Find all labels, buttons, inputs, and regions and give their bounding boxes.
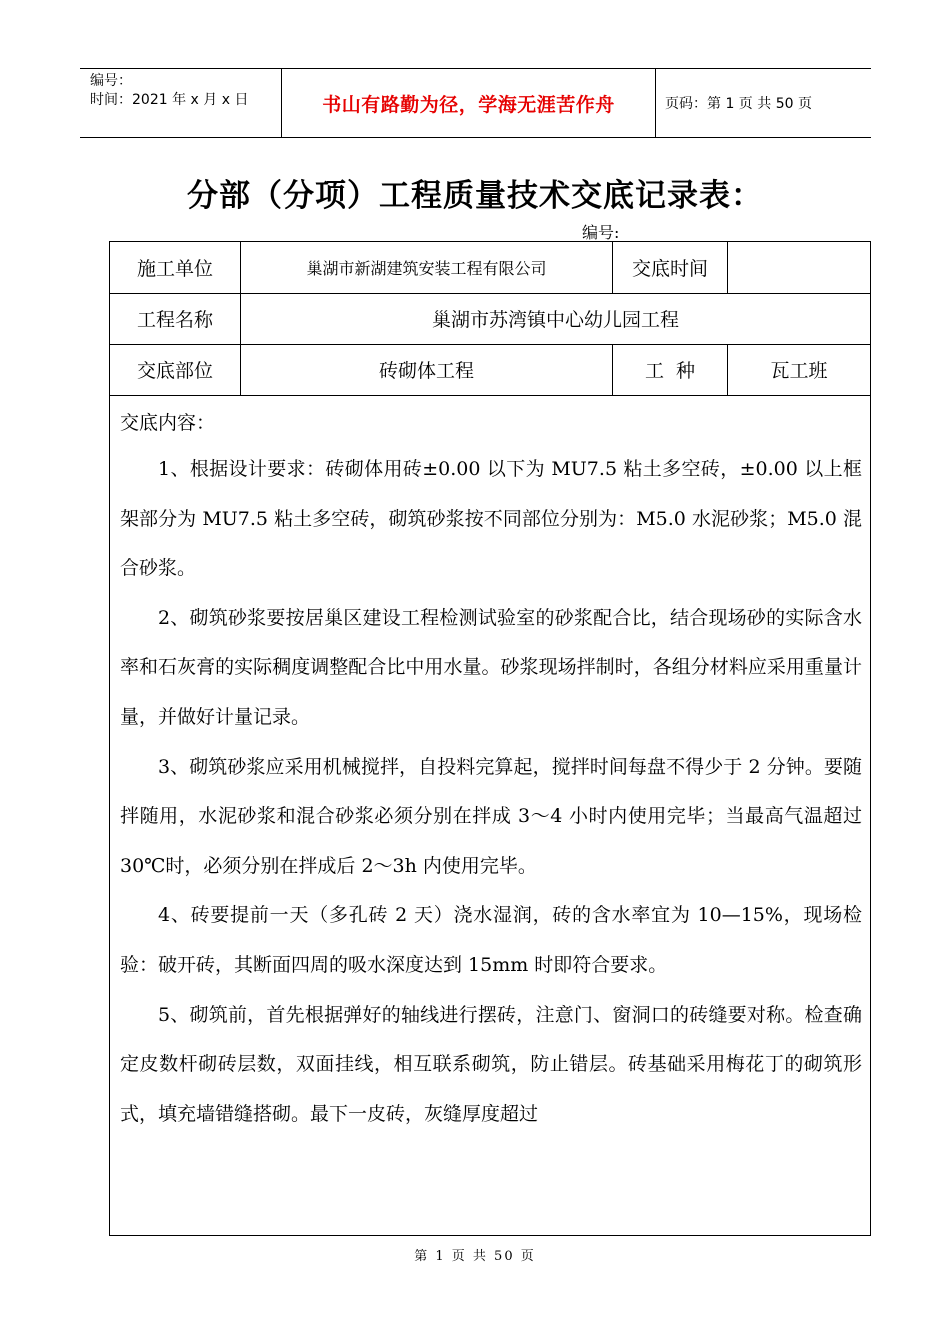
content-paragraph-5: 5、砌筑前，首先根据弹好的轴线进行摆砖，注意门、窗洞口的砖缝要对称。检查确定皮数杆砌砖层数，双面挂线，相互联系砌筑，防止错层。砖基础采用梅花丁的砌筑形式，填充墙错缝搭砌。最下一皮砖，灰缝厚度超过 bbox=[120, 1003, 862, 1125]
part-value: 砖砌体工程 bbox=[240, 344, 612, 395]
serial-label: 编号： bbox=[90, 73, 132, 89]
trade-label: 工 种 bbox=[612, 344, 727, 395]
unit-value: 巢湖市新湖建筑安装工程有限公司 bbox=[240, 242, 612, 293]
content-paragraph-3: 3、砌筑砂浆应采用机械搅拌，自投料完算起，搅拌时间每盘不得少于 2 分钟。要随拌随用，水泥砂浆和混合砂浆必须分别在拌成 3～4 小时内使用完毕；当最高气温超过 30℃时，必须分别在拌成后 2～3h 内使用完毕。 bbox=[120, 755, 862, 877]
header-motto: 书山有路勤为径，学海无涯苦作舟 bbox=[282, 69, 656, 137]
serial-number-label: 编号: bbox=[582, 223, 620, 242]
page-footer: 第 1 页 共 50 页 bbox=[414, 1249, 536, 1264]
part-label: 交底部位 bbox=[136, 360, 213, 382]
content-paragraph-2: 2、砌筑砂浆要按居巢区建设工程检测试验室的砂浆配合比，结合现场砂的实际含水率和石灰膏的实际稠度调整配合比中用水量。砂浆现场拌制时，各组分材料应采用重量计量，并做好计量记录。 bbox=[120, 606, 862, 728]
form-row-project bbox=[110, 293, 870, 345]
form-row-part bbox=[110, 344, 870, 396]
header-page-info: 页码：第 1 页 共 50 页 bbox=[665, 96, 812, 112]
time-label: 交底时间 bbox=[612, 242, 727, 293]
content-paragraph-4: 4、砖要提前一天（多孔砖 2 天）浇水湿润，砖的含水率宜为 10—15%，现场检验：破开砖，其断面四周的吸水深度达到 15mm 时即符合要求。 bbox=[120, 904, 862, 976]
trade-value: 瓦工班 bbox=[727, 344, 870, 395]
document-title: 分部（分项）工程质量技术交底记录表： bbox=[187, 178, 763, 214]
date-label: 时间：2021 年 x 月 x 日 bbox=[90, 92, 249, 108]
form-row-unit bbox=[110, 242, 870, 294]
project-label: 工程名称 bbox=[136, 309, 213, 331]
page-header bbox=[80, 68, 871, 138]
project-value: 巢湖市苏湾镇中心幼儿园工程 bbox=[240, 293, 870, 344]
content-label: 交底内容： bbox=[120, 412, 216, 434]
unit-label: 施工单位 bbox=[136, 258, 213, 280]
content-paragraph-1: 1、根据设计要求：砖砌体用砖±0.00 以下为 MU7.5 粘土多空砖，±0.00 以上框架部分为 MU7.5 粘土多空砖，砌筑砂浆按不同部位分别为：M5.0 水泥砂浆；M5.0 混合砂浆。 bbox=[120, 458, 862, 580]
record-form bbox=[109, 241, 871, 1236]
disclosure-content bbox=[110, 395, 870, 1139]
header-meta bbox=[80, 69, 282, 137]
time-value bbox=[727, 242, 870, 293]
